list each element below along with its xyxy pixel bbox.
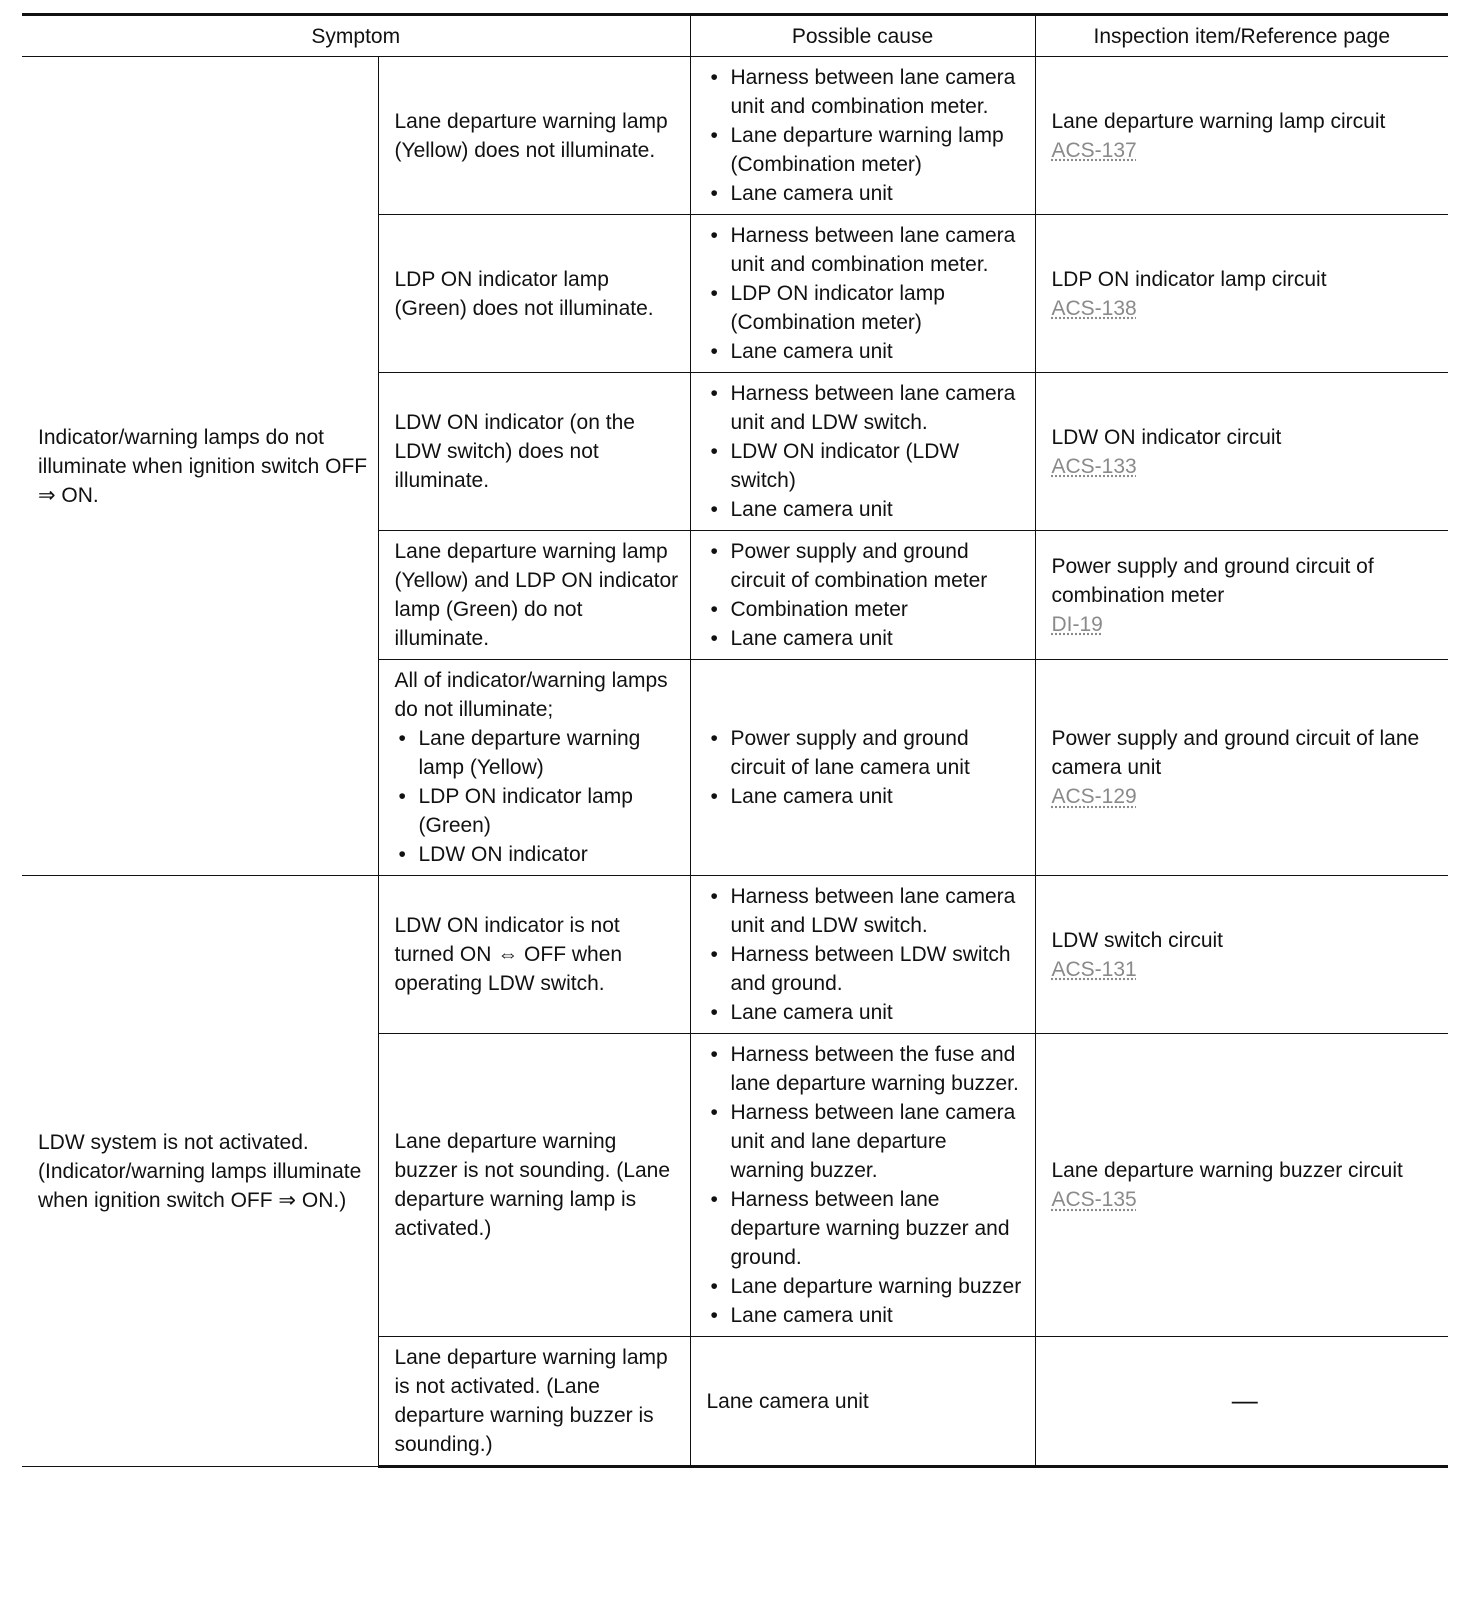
cause-item: • Lane departure warning buzzer — [707, 1272, 1025, 1301]
reference-link[interactable]: ACS-131 — [1051, 957, 1137, 981]
symptom-cell — [378, 660, 690, 876]
table-row — [22, 57, 1448, 215]
cause-cell — [690, 215, 1035, 373]
reference-text: LDP ON indicator lamp circuit — [1051, 267, 1327, 291]
reference-cell — [1035, 876, 1448, 1034]
no-reference-dash: — — [1231, 1384, 1258, 1415]
symptom-cell: LDW ON indicator is not turned ON ⇔ OFF when operating LDW switch. — [378, 876, 690, 1034]
reference-link[interactable]: ACS-138 — [1051, 296, 1137, 320]
reference-link[interactable]: DI-19 — [1051, 612, 1103, 636]
reference-cell — [1035, 660, 1448, 876]
symptom-item: • LDW ON indicator — [395, 840, 680, 869]
symptom-cell: LDW ON indicator (on the LDW switch) does not illuminate. — [378, 373, 690, 531]
reference-text: Power supply and ground circuit of lane camera unit — [1051, 727, 1420, 779]
cause-item: • Lane departure warning lamp (Combination meter) — [707, 121, 1025, 179]
cause-cell — [690, 876, 1035, 1034]
reference-link[interactable]: ACS-135 — [1051, 1188, 1137, 1211]
cause-item: • Power supply and ground circuit of combination meter — [707, 537, 1025, 595]
cause-item: • Lane camera unit — [707, 782, 1025, 811]
reference-link[interactable]: ACS-133 — [1051, 454, 1137, 478]
cause-item: • Harness between lane camera unit and lane departure warning buzzer. — [707, 1098, 1025, 1185]
cause-cell — [690, 531, 1035, 660]
symptom-cell: Lane departure warning lamp (Yellow) and LDP ON indicator lamp (Green) do not illuminate. — [378, 531, 690, 660]
reference-link[interactable]: ACS-129 — [1051, 785, 1137, 808]
reference-text: LDW ON indicator circuit — [1051, 425, 1282, 449]
reference-cell — [1035, 373, 1448, 531]
symptom-cell: Lane departure warning buzzer is not sounding. (Lane departure warning lamp is activated.) — [378, 1034, 690, 1337]
reference-text: Power supply and ground circuit of combination meter — [1051, 554, 1374, 607]
cause-item: • Harness between lane camera unit and combination meter. — [707, 221, 1025, 279]
cause-item: • Harness between lane camera unit and LDW switch. — [707, 882, 1025, 940]
symptom-item: • LDP ON indicator lamp (Green) — [395, 782, 680, 840]
cause-item: • Lane camera unit — [707, 337, 1025, 366]
cause-cell — [690, 660, 1035, 876]
cause-item: • Lane camera unit — [707, 495, 1025, 524]
symptom-item: • Lane departure warning lamp (Yellow) — [395, 724, 680, 782]
cause-cell — [690, 57, 1035, 215]
reference-text: Lane departure warning buzzer circuit — [1051, 1159, 1403, 1182]
condition-cell: LDW system is not activated. (Indicator/warning lamps illuminate when ignition switch OFF ⇒ ON.) — [22, 876, 378, 1467]
cause-item: • LDP ON indicator lamp (Combination meter) — [707, 279, 1025, 337]
reference-text: Lane departure warning lamp circuit — [1051, 109, 1386, 133]
cause-item: • Harness between LDW switch and ground. — [707, 940, 1025, 998]
symptom-cell: Lane departure warning lamp is not activated. (Lane departure warning buzzer is sounding.) — [378, 1337, 690, 1467]
symptom-text: All of indicator/warning lamps do not illuminate; — [394, 669, 668, 721]
cause-item: • Power supply and ground circuit of lane camera unit — [707, 724, 1025, 782]
cause-cell — [690, 373, 1035, 531]
cause-item: • Harness between lane camera unit and combination meter. — [707, 63, 1025, 121]
cause-item: • Combination meter — [707, 595, 1025, 624]
header-inspection: Inspection item/Reference page — [1035, 15, 1448, 57]
cause-item: • Lane camera unit — [707, 1301, 1025, 1330]
cause-item: • Harness between lane departure warning buzzer and ground. — [707, 1185, 1025, 1272]
cause-item: • Lane camera unit — [707, 624, 1025, 653]
cause-item: • Harness between lane camera unit and LDW switch. — [707, 379, 1025, 437]
reference-cell — [1035, 1034, 1448, 1337]
reference-text: LDW switch circuit — [1051, 928, 1224, 952]
cause-item: • LDW ON indicator (LDW switch) — [707, 437, 1025, 495]
cause-item: • Lane camera unit — [707, 179, 1025, 208]
cause-cell: Lane camera unit — [690, 1337, 1035, 1467]
reference-link[interactable]: ACS-137 — [1051, 138, 1137, 162]
reference-cell — [1035, 57, 1448, 215]
header-possible-cause: Possible cause — [690, 15, 1035, 57]
symptom-table — [22, 13, 1448, 1468]
symptom-cell: Lane departure warning lamp (Yellow) does not illuminate. — [378, 57, 690, 215]
condition-cell: Indicator/warning lamps do not illuminate when ignition switch OFF ⇒ ON. — [22, 57, 378, 876]
table-row — [22, 876, 1448, 1034]
cause-cell — [690, 1034, 1035, 1337]
cause-item: • Harness between the fuse and lane departure warning buzzer. — [707, 1040, 1025, 1098]
reference-cell — [1035, 1337, 1448, 1467]
header-row — [22, 15, 1448, 57]
cause-item: • Lane camera unit — [707, 998, 1025, 1027]
reference-cell — [1035, 215, 1448, 373]
reference-cell — [1035, 531, 1448, 660]
header-symptom: Symptom — [22, 15, 690, 57]
symptom-cell: LDP ON indicator lamp (Green) does not illuminate. — [378, 215, 690, 373]
